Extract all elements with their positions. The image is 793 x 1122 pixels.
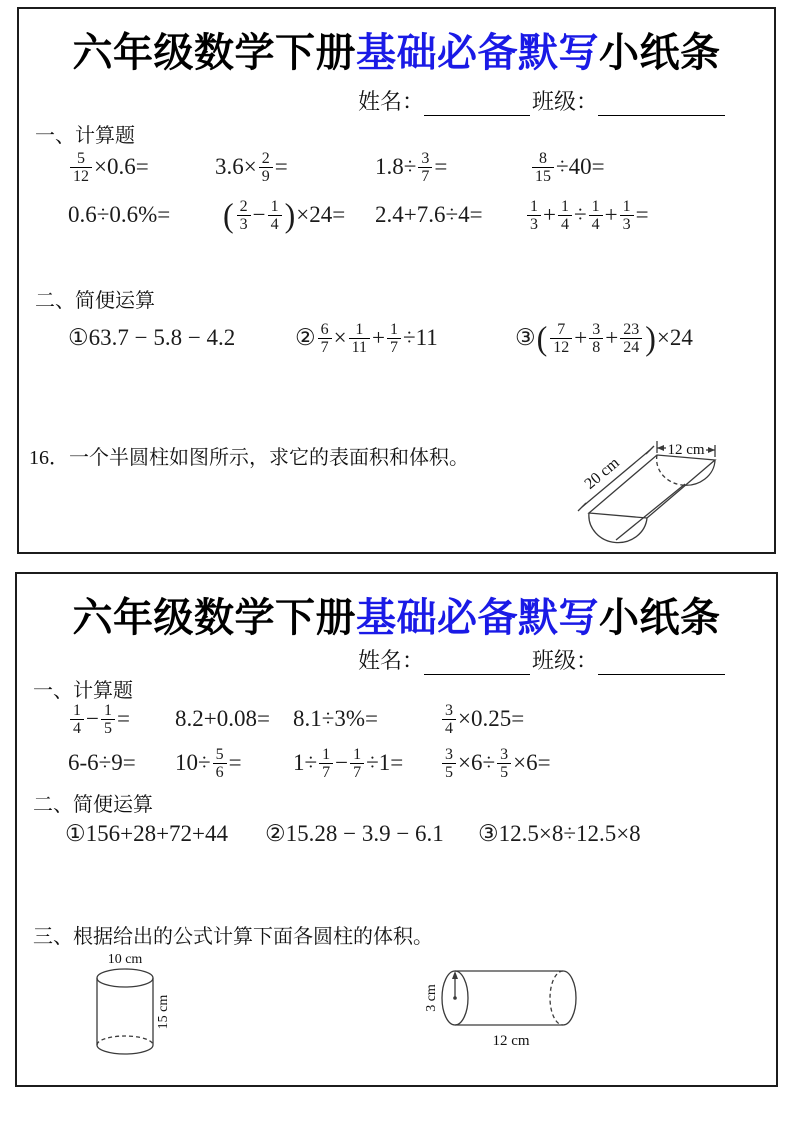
fraction: $\frac{3}{5}$ [497, 746, 511, 781]
radius-arrow [452, 971, 458, 1000]
calc-row-2 [19, 191, 774, 239]
math-text: ② [295, 325, 316, 350]
title-text-right: 小纸条 [599, 31, 721, 75]
section-2-heading: 二、简便运算 [33, 794, 153, 816]
math-text: ×24= [296, 202, 346, 227]
math-problem [215, 143, 288, 191]
math-problem [295, 312, 438, 364]
fraction: $\frac{1}{7}$ [319, 746, 333, 781]
fraction: $\frac{3}{5}$ [442, 746, 456, 781]
paren: ( [536, 318, 548, 357]
math-problem [293, 696, 378, 742]
math-problem [375, 143, 447, 191]
math-problem [525, 191, 649, 239]
class-label: 班级： [532, 89, 599, 114]
math-text: + [574, 325, 588, 350]
diameter-label: 12 cm [667, 442, 705, 458]
math-text: ①63.7 − 5.8 − 4.2 [68, 325, 236, 350]
math-text: − [86, 706, 99, 731]
horizontal-cylinder-figure [423, 956, 598, 1051]
fraction: $\frac{1}{3}$ [620, 198, 634, 233]
cylinder-shape [442, 971, 576, 1025]
math-text: 8.2+0.08= [175, 706, 270, 731]
math-problem [175, 740, 242, 786]
math-text: − [252, 202, 266, 227]
math-text: ×0.6= [94, 154, 149, 179]
length-label: 20 cm [581, 454, 623, 493]
calc-row-1 [17, 696, 776, 742]
math-text: − [335, 750, 349, 775]
math-problem [478, 816, 641, 852]
fraction: $\frac{8}{15}$ [532, 150, 554, 185]
name-label: 姓名： [358, 648, 425, 673]
page-title [17, 586, 776, 643]
math-text: = [274, 154, 288, 179]
vertical-cylinder-figure [83, 950, 203, 1070]
math-text: 1.8÷ [375, 154, 417, 179]
diameter-label: 10 cm [107, 952, 143, 967]
math-problem [222, 191, 345, 239]
fraction: $\frac{7}{12}$ [550, 321, 572, 356]
section-3-heading: 三、根据给出的公式计算下面各圆柱的体积。 [33, 926, 433, 948]
height-label: 15 cm [156, 994, 171, 1030]
math-problem [515, 312, 693, 364]
title-text-left: 六年级数学下册 [72, 596, 356, 640]
math-text: 10÷ [175, 750, 211, 775]
length-dimension [578, 446, 654, 511]
math-text: ÷ [573, 202, 587, 227]
math-problem [68, 191, 170, 239]
fraction: $\frac{1}{7}$ [350, 746, 364, 781]
math-text: + [543, 202, 556, 227]
math-text: + [605, 325, 619, 350]
fraction: $\frac{3}{7}$ [418, 150, 432, 185]
math-text: 1÷ [293, 750, 318, 775]
class-blank [598, 93, 725, 116]
simplify-row [19, 312, 774, 364]
math-text: × [333, 325, 347, 350]
math-text: ③12.5×8÷12.5×8 [478, 821, 641, 846]
calc-row-2 [17, 740, 776, 786]
math-text: ÷40= [556, 154, 605, 179]
fraction: $\frac{1}{5}$ [101, 702, 115, 737]
math-problem [293, 740, 403, 786]
math-text: ×0.25= [458, 706, 525, 731]
fraction: $\frac{2}{9}$ [259, 150, 273, 185]
fraction: $\frac{3}{4}$ [442, 702, 456, 737]
worksheet-card-bottom [15, 572, 778, 1087]
math-text: 2.4+7.6÷4= [375, 202, 483, 227]
half-cylinder-figure [569, 427, 769, 547]
length-label: 12 cm [492, 1033, 530, 1049]
question-16-text: 16．一个半圆柱如图所示，求它的表面积和体积。 [29, 447, 469, 469]
math-text: = [228, 750, 242, 775]
fraction: $\frac{5}{6}$ [213, 746, 227, 781]
section-1-heading: 一、计算题 [35, 125, 135, 147]
paren: ) [645, 318, 656, 357]
math-text: 0.6÷0.6%= [68, 202, 171, 227]
fraction: $\frac{5}{12}$ [70, 150, 92, 185]
math-problem [530, 143, 605, 191]
math-text: 8.1÷3%= [293, 706, 379, 731]
math-text: 3.6× [215, 154, 257, 179]
math-problem [68, 143, 149, 191]
fraction: $\frac{1}{4}$ [268, 198, 282, 233]
math-text: + [372, 325, 385, 350]
math-text: ×6÷ [458, 750, 496, 775]
math-problem [440, 740, 551, 786]
page-title [19, 21, 774, 78]
fraction: $\frac{3}{8}$ [589, 321, 603, 356]
math-text: ×24 [656, 325, 693, 350]
name-blank [424, 652, 530, 675]
math-text: = [116, 706, 130, 731]
math-text: + [604, 202, 618, 227]
math-problem [68, 740, 136, 786]
math-text: ÷11 [403, 325, 438, 350]
worksheet-card-top [17, 7, 776, 554]
fraction: $\frac{1}{4}$ [70, 702, 84, 737]
fraction: $\frac{23}{24}$ [620, 321, 642, 356]
math-problem [68, 696, 130, 742]
math-text: ②15.28 − 3.9 − 6.1 [265, 821, 444, 846]
simplify-row [17, 816, 776, 852]
paren: ( [223, 195, 234, 234]
math-problem [375, 191, 483, 239]
calc-row-1 [19, 143, 774, 191]
math-text: ③ [515, 325, 536, 350]
math-text: = [434, 154, 448, 179]
title-text-highlight: 基础必备默写 [356, 31, 599, 75]
class-label: 班级： [532, 648, 599, 673]
math-problem [65, 816, 228, 852]
fraction: $\frac{1}{11}$ [349, 321, 370, 356]
math-text: ×6= [513, 750, 551, 775]
title-text-highlight: 基础必备默写 [356, 596, 599, 640]
class-blank [598, 652, 725, 675]
fraction: $\frac{1}{7}$ [387, 321, 401, 356]
fraction: $\frac{6}{7}$ [318, 321, 332, 356]
section-2-heading: 二、简便运算 [35, 290, 155, 312]
math-problem [265, 816, 444, 852]
radius-label: 3 cm [424, 984, 439, 1012]
fraction: $\frac{1}{3}$ [527, 198, 541, 233]
title-text-right: 小纸条 [599, 596, 721, 640]
section-1-heading: 一、计算题 [33, 680, 133, 702]
cylinder-shape [97, 969, 153, 1054]
name-class-line [358, 644, 725, 675]
math-problem [175, 696, 270, 742]
title-text-left: 六年级数学下册 [72, 31, 356, 75]
paren: ) [284, 195, 296, 234]
math-text: = [635, 202, 649, 227]
fraction: $\frac{2}{3}$ [237, 198, 251, 233]
fraction: $\frac{1}{4}$ [589, 198, 603, 233]
math-text: ①156+28+72+44 [65, 821, 229, 846]
name-blank [424, 93, 530, 116]
fraction: $\frac{1}{4}$ [558, 198, 572, 233]
math-text: ÷1= [366, 750, 404, 775]
math-text: 6-6÷9= [68, 750, 136, 775]
name-label: 姓名： [358, 89, 425, 114]
math-problem [68, 312, 235, 364]
name-class-line [358, 85, 725, 116]
math-problem [440, 696, 524, 742]
